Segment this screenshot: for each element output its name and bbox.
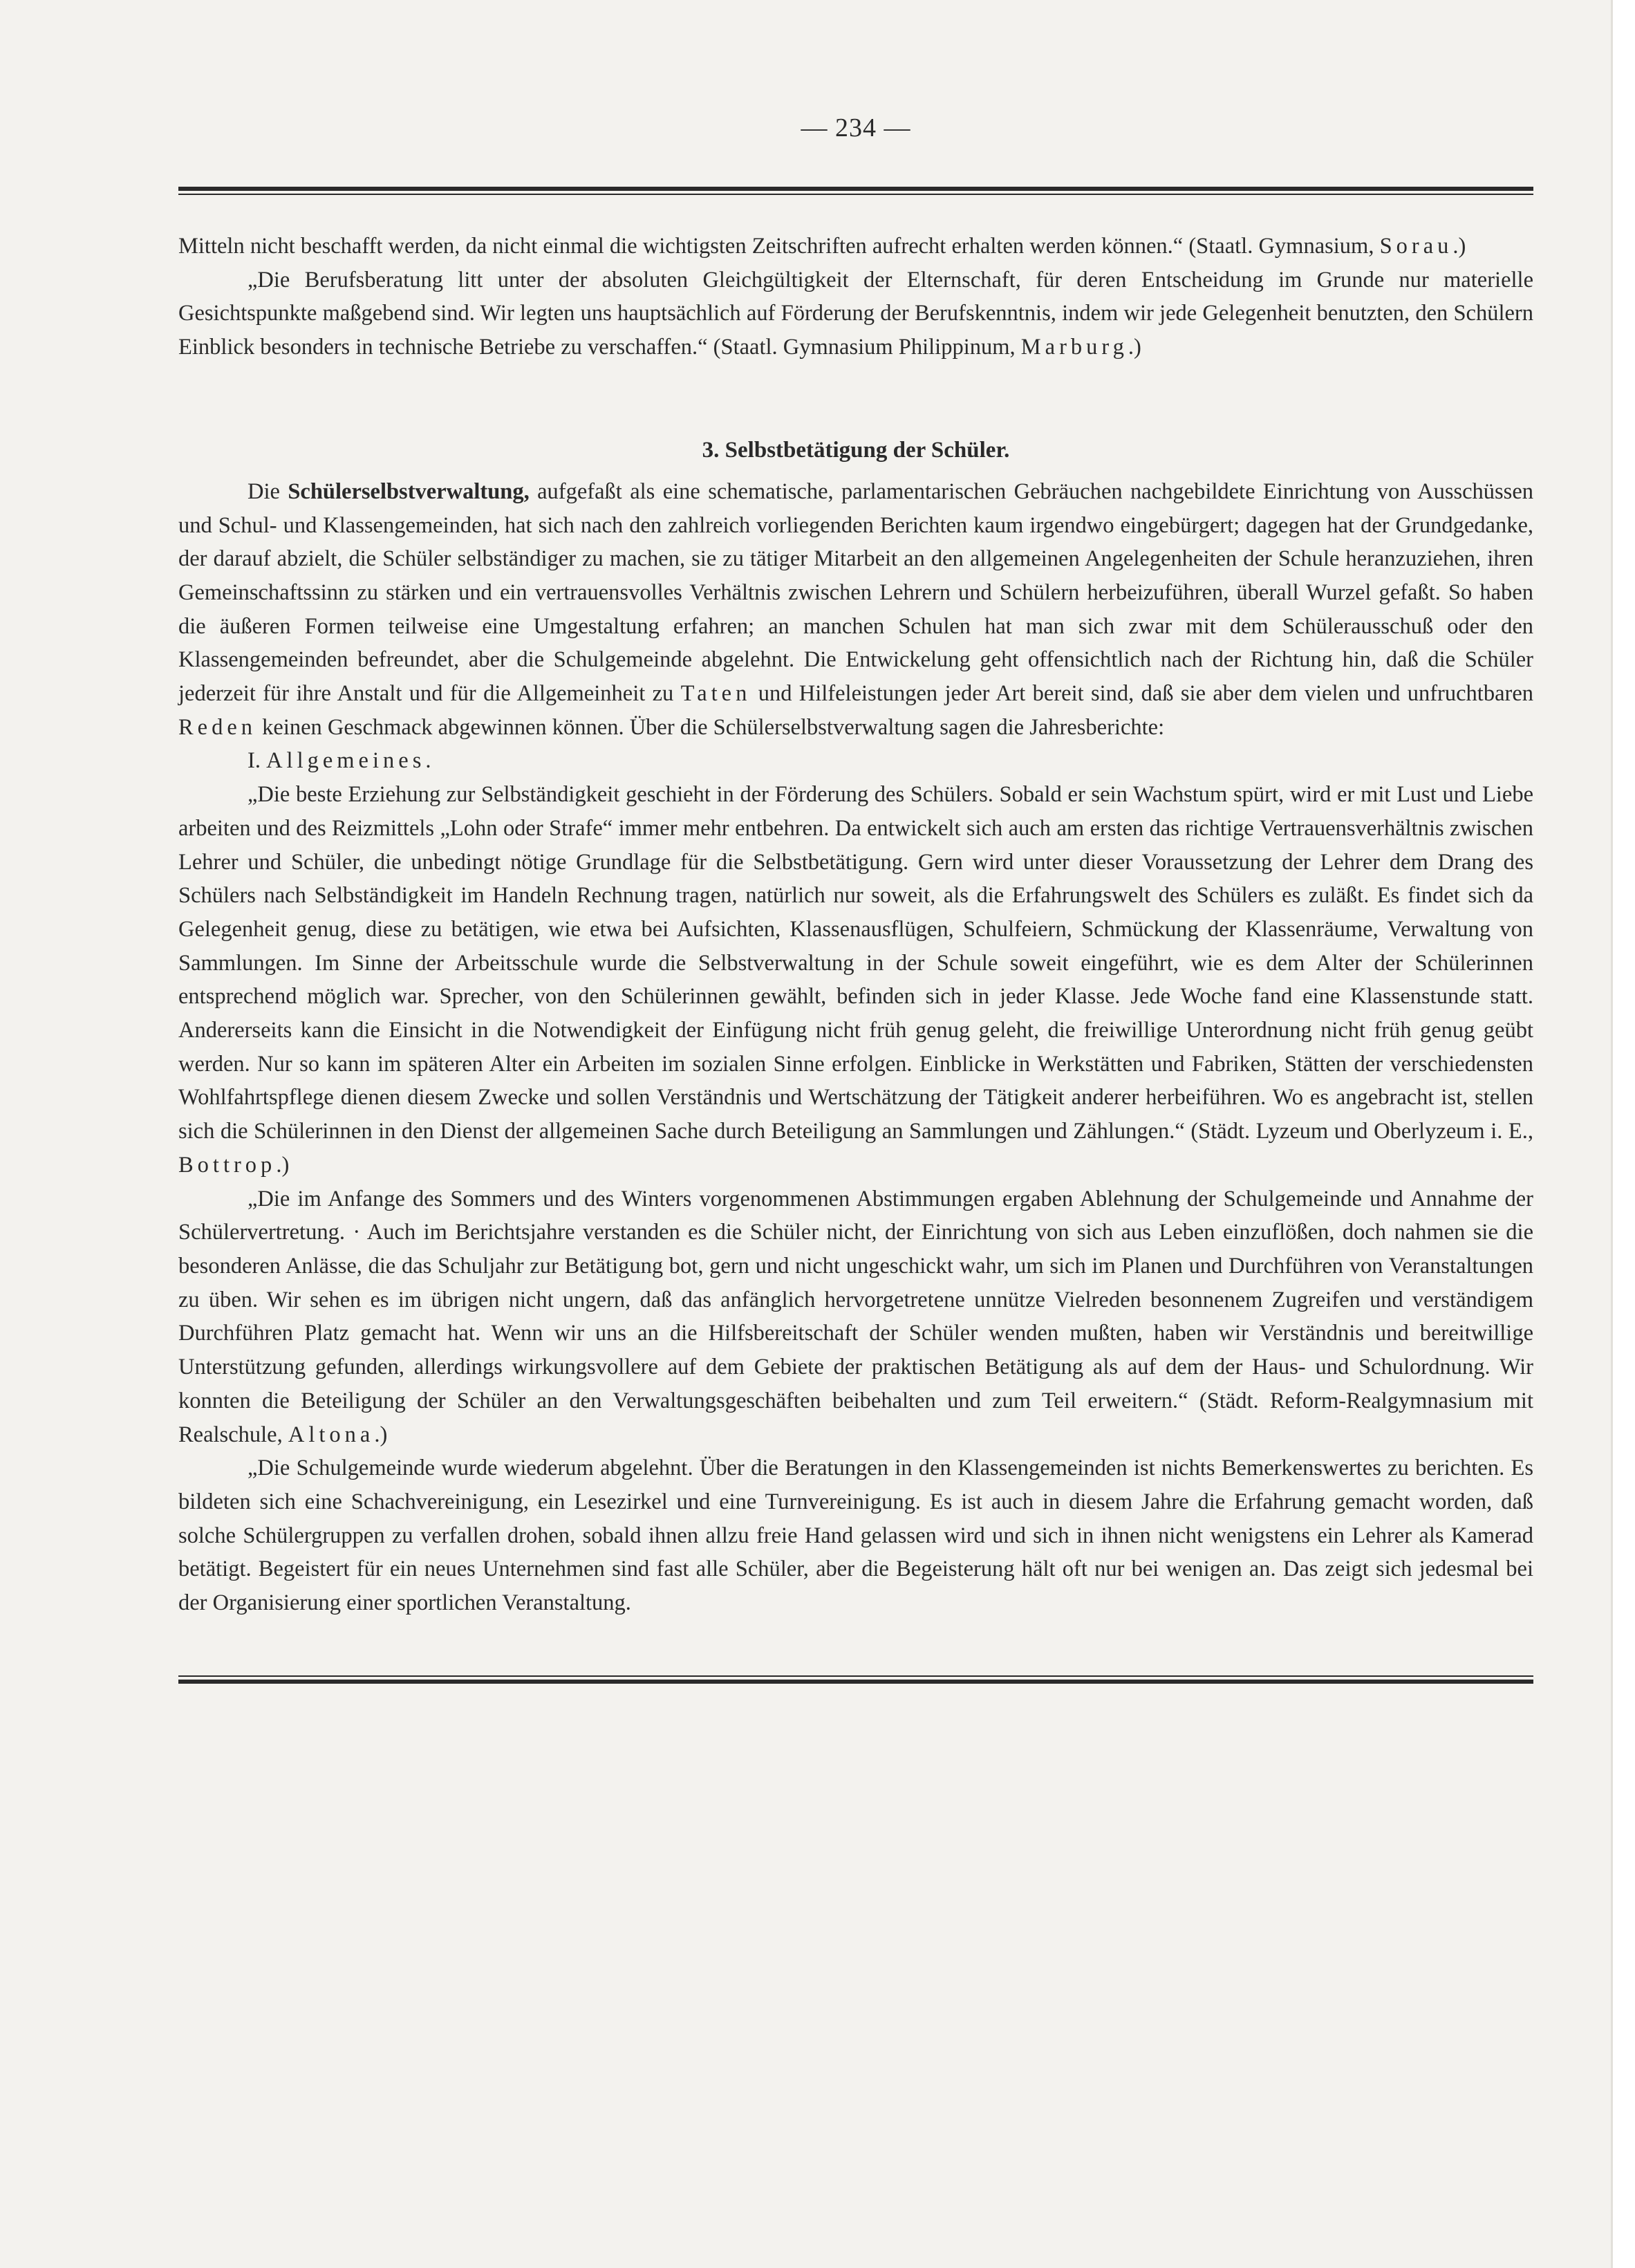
paragraph-2: „Die Berufsberatung litt unter der absoluten Gleichgültigkeit der Elternschaft, für deren Entscheidung im Grunde nur materielle Gesichtspunkte maßgebend sind. Wir legten uns hauptsächlich auf Förderung der Berufskenntnis, indem wir jede Gelegenheit benutzten, den Schülern Einblick besonders in technische Betriebe zu verschaffen.“ (Staatl. Gymnasium Philippinum, Marburg.) <box>178 267 1533 360</box>
emphasis-word: Taten <box>680 681 751 707</box>
place-name: Altona <box>288 1422 375 1447</box>
paragraph-3: Die Schülerselbstverwaltung, aufgefaßt als eine schematische, parlamentarischen Gebräuchen nachgebildete Einrichtung von Ausschüssen und Schul- und Klassengemeinden, hat sich nach den zahlreich vorliegenden Berichten kaum irgendwo eingebürgert; dagegen hat der Grundgedanke, der darauf abzielt, die Schüler selbständiger zu machen, sie zu tätiger Mitarbeit an den allgemeinen Angelegenheiten der Schule heranzuziehen, ihren Gemeinschaftssinn zu stärken und ein vertrauensvolles Verhältnis zwischen Lehrern und Schülern herbeizuführen, überall Wurzel gefaßt. So haben die äußeren Formen teilweise eine Umgestaltung erfahren; an manchen Schulen hat man sich zwar mit dem Schülerausschuß oder den Klassengemeinden befreundet, aber die Schulgemeinde abgelehnt. Die Entwickelung geht offensichtlich nach der Richtung hin, daß die Schüler jederzeit für ihre Anstalt und für die Allgemeinheit zu Taten und Hilfeleistungen jeder Art bereit sind, daß sie aber dem vielen und unfruchtbaren Reden keinen Geschmack abgewinnen können. Über die Schülerselbstverwaltung sagen die Jahresberichte: <box>178 478 1534 740</box>
header-rule <box>178 187 1533 195</box>
key-term: Schülerselbstverwaltung, <box>288 478 530 504</box>
paragraph-6: „Die Schulgemeinde wurde wiederum abgelehnt. Über die Beratungen in den Klassengemeinden ist nichts Bemerkenswertes zu berichten. Es bildeten sich eine Schachvereinigung, ein Lesezirkel und eine Turnvereinigung. Es ist auch in diesem Jahre die Erfahrung gemacht worden, daß solche Schülergruppen zu verfallen drohen, sobald ihnen allzu freie Hand gelassen wird und sich in ihnen nicht wenigstens ein Lehrer als Kamerad betätigt. Begeistert für ein neues Unternehmen sind fast alle Schüler, aber die Begeisterung hält oft nur bei wenigen an. Das zeigt sich jedesmal bei der Organisierung einer sportlichen Veranstaltung. <box>178 1456 1533 1616</box>
footer-rule <box>178 1675 1533 1684</box>
section-heading: 3. Selbstbetätigung der Schüler. <box>702 437 1010 463</box>
body-text <box>178 230 1533 1620</box>
place-name: Sorau <box>1379 234 1453 259</box>
paragraph-5: „Die im Anfange des Sommers und des Winters vorgenommenen Abstimmungen ergaben Ablehnung der Schulgemeinde und Annahme der Schülervertretung. · Auch im Berichtsjahre verstanden es die Schüler nicht, der Einrichtung von sich aus Leben einzuflößen, doch nahmen sie die besonderen Anlässe, die das Schuljahr zur Betätigung bot, gern und nicht ungeschickt wahr, um sich im Planen und Durchführen von Veranstaltungen zu üben. Wir sehen es im übrigen nicht ungern, daß das anfänglich hervorgetretene unnütze Vielreden besonnenem Zugreifen und verständigem Durchführen Platz gemacht hat. Wenn wir uns an die Hilfsbereitschaft der Schüler wenden mußten, haben wir Verständnis und bereitwillige Unterstützung gefunden, allerdings wirkungsvollere auf dem Gebiete der praktischen Betätigung als auf dem der Haus- und Schulordnung. Wir konnten die Beteiligung der Schüler an den Verwaltungsgeschäften beibehalten und zum Teil erweitern.“ (Städt. Reform-Realgymnasium mit Realschule, Altona.) <box>178 1186 1533 1447</box>
document-page <box>178 104 1533 1684</box>
paragraph-1: Mitteln nicht beschafft werden, da nicht einmal die wichtigsten Zeitschriften aufrecht erhalten werden können.“ (Staatl. Gymnasium, Sorau.) <box>178 234 1466 259</box>
emphasis-word: Reden <box>178 714 257 740</box>
place-name: Bottrop <box>178 1152 277 1178</box>
page-number: — 234 — <box>801 113 911 142</box>
subheading: I. Allgemeines. <box>247 748 436 774</box>
paragraph-4: „Die beste Erziehung zur Selbständigkeit geschieht in der Förderung des Schülers. Sobald er sein Wachstum spürt, wird er mit Lust und Liebe arbeiten und des Reizmittels „Lohn oder Strafe“ immer mehr entbehren. Da entwickelt sich auch am ersten das richtige Vertrauensverhältnis zwischen Lehrer und Schüler, die unbedingt nötige Grundlage für die Selbstbetätigung. Gern wird unter dieser Voraussetzung der Lehrer dem Drang des Schülers nach Selbständigkeit im Handeln Rechnung tragen, natürlich nur soweit, als die Erfahrungswelt des Schülers es zuläßt. Es findet sich da Gelegenheit genug, diese zu betätigen, wie etwa bei Aufsichten, Klassenausflügen, Schulfeiern, Schmückung der Klassenräume, Verwaltung von Sammlungen. Im Sinne der Arbeitsschule wurde die Selbstverwaltung in der Schule soweit eingeführt, wie es dem Alter der Schülerinnen entsprechend möglich war. Sprecher, von den Schülerinnen gewählt, befinden sich in jeder Klasse. Jede Woche fand eine Klassenstunde statt. Andererseits kann die Einsicht in die Notwendigkeit der Einfügung nicht früh genug geleht, die freiwillige Unterordnung nicht früh genug geübt werden. Nur so kann im späteren Alter ein Arbeiten im sozialen Sinne erfolgen. Einblicke in Werkstätten und Fabriken, Stätten der verschiedensten Wohlfahrtspflege dienen diesem Zwecke und sollen Verständnis und Wertschätzung der Tätigkeit anderer herbeiführen. Wo es angebracht ist, stellen sich die Schülerinnen in den Dienst der allgemeinen Sache durch Beteiligung an Sammlungen und Zählungen.“ (Städt. Lyzeum und Oberlyzeum i. E., Bottrop.) <box>178 782 1533 1178</box>
place-name: Marburg <box>1020 335 1128 360</box>
